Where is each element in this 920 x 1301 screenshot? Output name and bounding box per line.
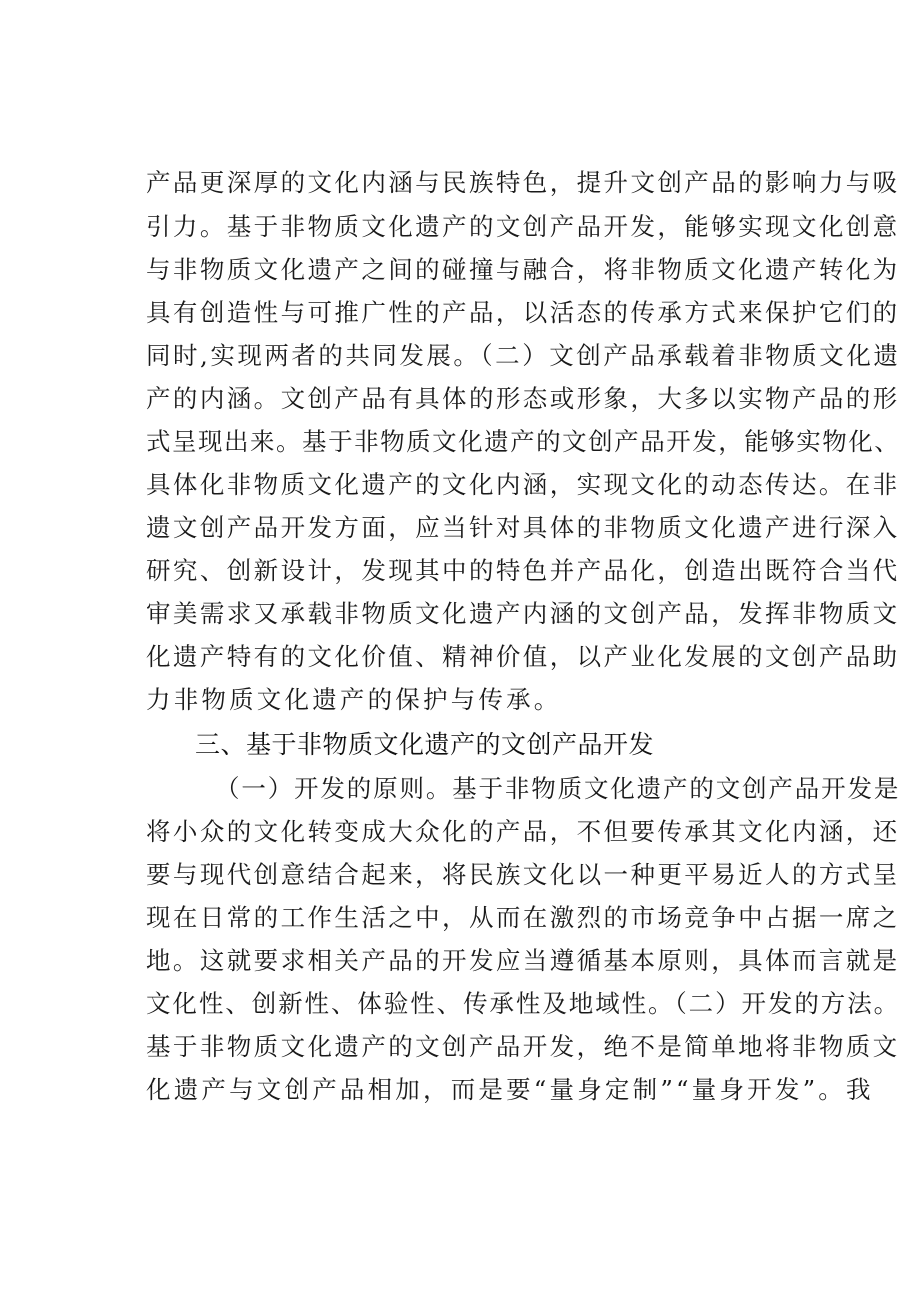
paragraph-line: 力非物质文化遗产的保护与传承。 — [146, 685, 562, 714]
paragraph-line: 基于非物质文化遗产的文创产品开发，绝不是简单地将非物质文 — [146, 1032, 900, 1061]
paragraph-line: 遗文创产品开发方面，应当针对具体的非物质文化遗产进行深入 — [146, 513, 900, 542]
paragraph-line: 化遗产特有的文化价值、精神价值，以产业化发展的文创产品助 — [146, 642, 900, 671]
paragraph-line: 要与现代创意结合起来，将民族文化以一种更平易近人的方式呈 — [146, 860, 900, 889]
paragraph-line: 化遗产与文创产品相加，而是要“量身定制”“量身开发”。我 — [146, 1075, 874, 1104]
paragraph-line: 与非物质文化遗产之间的碰撞与融合，将非物质文化遗产转化为 — [146, 255, 900, 284]
paragraph-line: 现在日常的工作生活之中，从而在激烈的市场竞争中占据一席之 — [146, 903, 900, 932]
paragraph-line: 将小众的文化转变成大众化的产品，不但要传承其文化内涵，还 — [146, 817, 900, 846]
paragraph-line: 产品更深厚的文化内涵与民族特色，提升文创产品的影响力与吸 — [146, 168, 900, 197]
paragraph-line: 同时,实现两者的共同发展。（二）文创产品承载着非物质文化遗 — [146, 341, 901, 370]
paragraph-line: 具体化非物质文化遗产的文化内涵，实现文化的动态传达。在非 — [146, 470, 900, 499]
paragraph-line: 式呈现出来。基于非物质文化遗产的文创产品开发，能够实物化、 — [146, 427, 901, 456]
section-heading: 三、基于非物质文化遗产的文创产品开发 — [195, 730, 655, 759]
paragraph-line: 地。这就要求相关产品的开发应当遵循基本原则，具体而言就是 — [146, 946, 900, 975]
paragraph-line: 文化性、创新性、体验性、传承性及地域性。（二）开发的方法。 — [146, 989, 901, 1018]
paragraph-line: 具有创造性与可推广性的产品，以活态的传承方式来保护它们的 — [146, 298, 900, 327]
paragraph-line: 产的内涵。文创产品有具体的形态或形象，大多以实物产品的形 — [146, 384, 900, 413]
paragraph-line: 引力。基于非物质文化遗产的文创产品开发，能够实现文化创意 — [146, 212, 900, 241]
paragraph-line: （一）开发的原则。基于非物质文化遗产的文创产品开发是 — [215, 774, 901, 803]
paragraph-line: 审美需求又承载非物质文化遗产内涵的文创产品，发挥非物质文 — [146, 599, 900, 628]
paragraph-line: 研究、创新设计，发现其中的特色并产品化，创造出既符合当代 — [146, 556, 900, 585]
